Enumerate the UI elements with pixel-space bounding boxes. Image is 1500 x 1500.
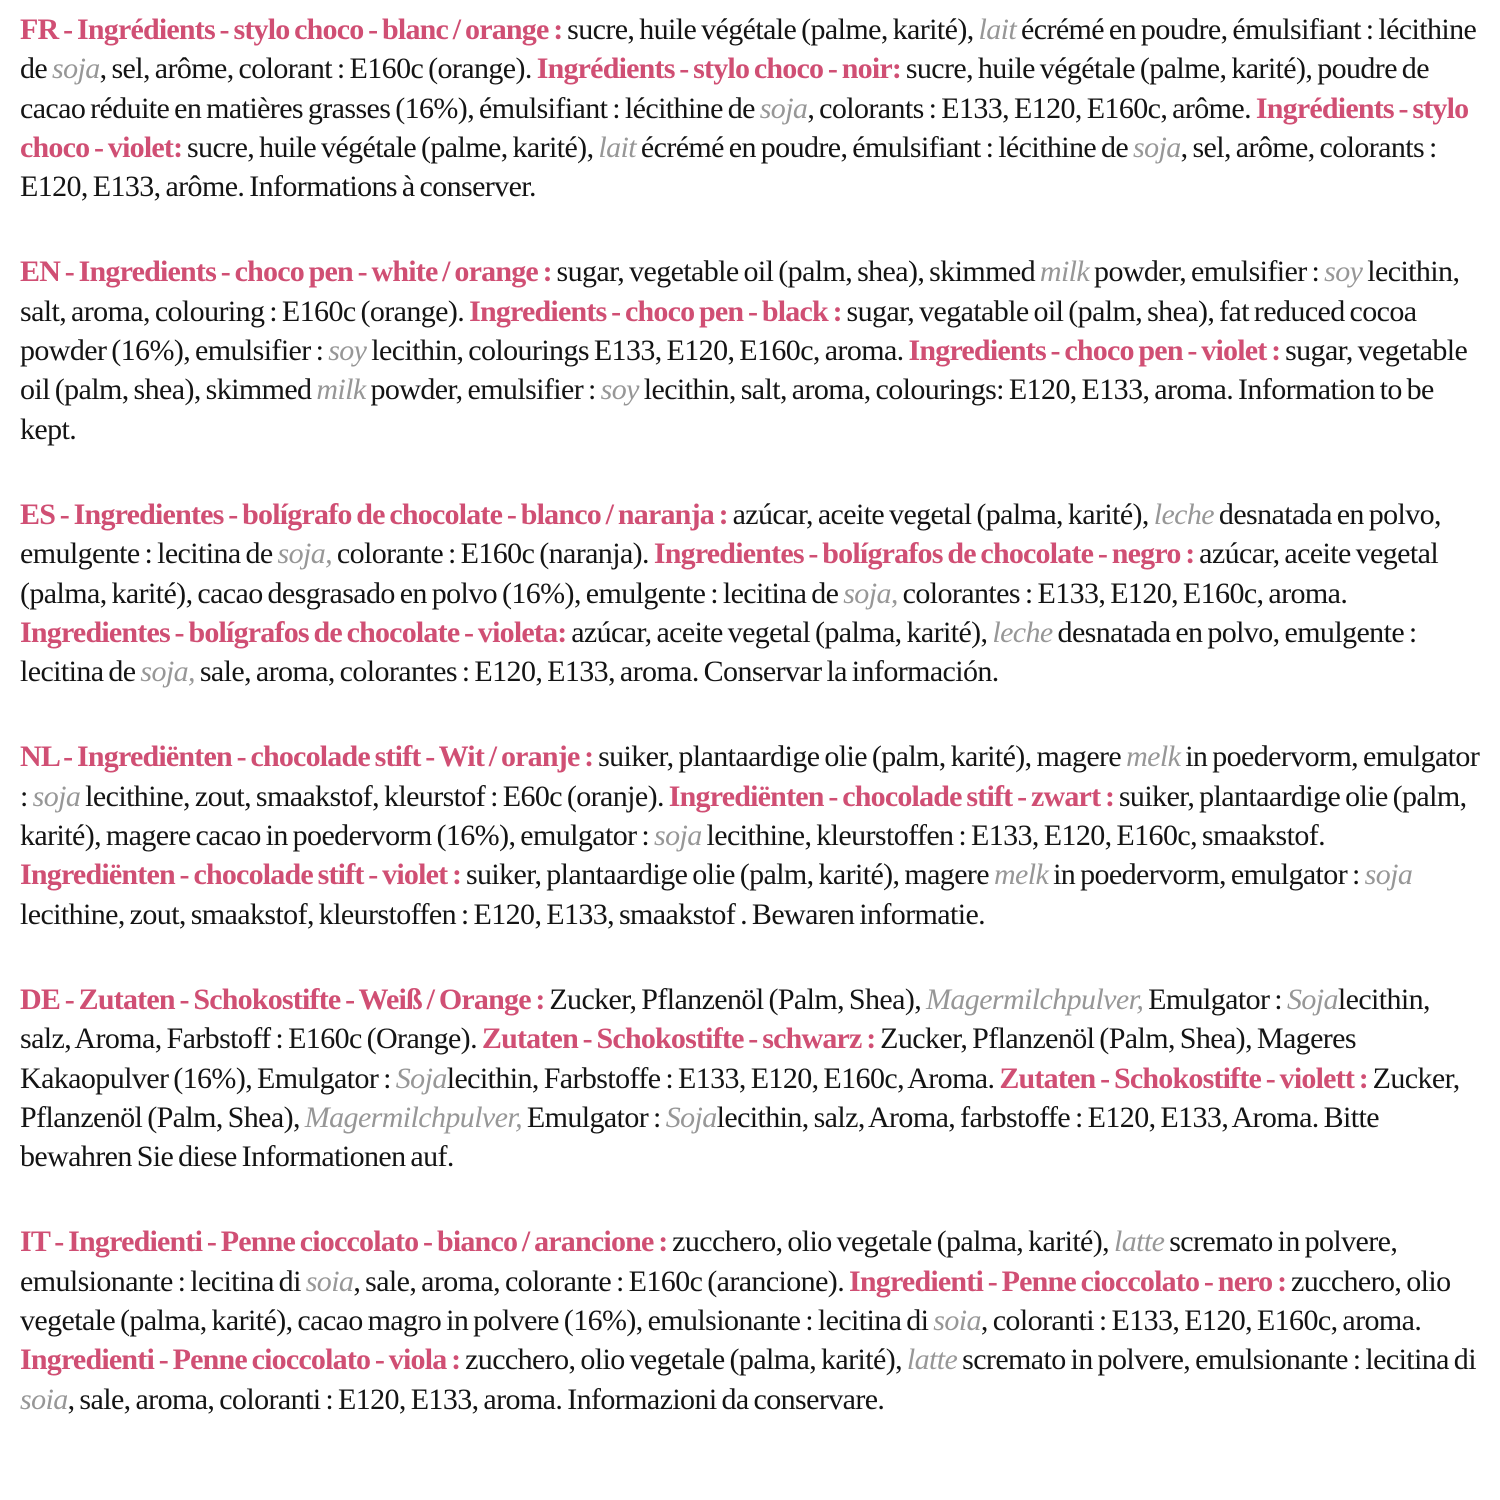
allergen-emphasis: soja, [277,537,333,571]
paragraph-es [20,495,1482,691]
ingredient-text: zucchero, olio vegetale (palma, karité), [465,1343,907,1377]
allergen-emphasis: melk [1126,740,1181,774]
ingredient-heading: Ingrediënten - chocolade stift - violet : [20,858,466,892]
ingredient-text: zucchero, olio vegetale (palma, karité), cacao magro in polvere (16%), emulsionante : lecitina di [20,1264,1451,1338]
allergen-emphasis: latte [1113,1225,1165,1259]
allergen-emphasis: soy [600,373,639,407]
ingredient-text: , coloranti : E133, E120, E160c, aroma. [980,1304,1422,1338]
ingredient-heading: Ingrediënten - chocolade stift - zwart : [668,779,1119,813]
ingredient-text: azúcar, aceite vegetal (palma, karité), [571,615,993,649]
ingredient-text: sucre, huile végétale (palme, karité), poudre de cacao réduite en matières grasses (16%), émulsifiant : lécithine de [20,52,1429,125]
ingredient-heading: DE - Zutaten - Schokostifte - Weiß / Orange : [20,982,550,1016]
allergen-emphasis: soy [1324,255,1363,289]
allergen-emphasis: melk [993,858,1049,892]
ingredient-heading: Zutaten - Schokostifte - violett : [999,1061,1373,1095]
ingredient-text: lecithine, zout, smaakstof, kleurstof : E60c (oranje). [80,779,669,813]
ingredient-heading: Ingredientes - bolígrafos de chocolate - negro : [653,537,1200,571]
ingredient-text: lecithin, Farbstoffe : E133, E120, E160c, Aroma. [446,1061,1000,1095]
ingredient-text: azúcar, aceite vegetal (palma, karité), cacao desgrasado en polvo (16%), emulgente : lecitina de [20,537,1439,610]
paragraph-fr [20,10,1482,206]
ingredient-text: suiker, plantaardige olie (palm, karité), magere [598,740,1127,774]
ingredient-text: powder, emulsifier : [365,373,601,407]
allergen-emphasis: soja [32,779,81,813]
ingredient-heading: Ingredienti - Penne cioccolato - nero : [849,1264,1291,1298]
allergen-emphasis: milk [316,373,366,407]
ingredient-text: lecithin, colourings E133, E120, E160c, aroma. [366,334,909,368]
allergen-emphasis: leche [992,615,1053,649]
allergen-emphasis: milk [1039,255,1090,289]
paragraph-it [20,1222,1482,1418]
paragraph-en [20,252,1482,448]
ingredient-text: in poedervorm, emulgator : [20,740,1480,813]
ingredient-text: colorante : E160c (naranja). [332,537,654,571]
paragraph-nl [20,737,1482,933]
ingredient-text: suiker, plantaardige olie (palm, karité), magere cacao in poedervorm (16%), emulgator : [20,779,1467,853]
ingredient-text: colorantes : E133, E120, E160c, aroma. [897,576,1348,610]
allergen-emphasis: Soja [665,1100,717,1134]
ingredient-text: Zucker, Pflanzenöl (Palm, Shea), [549,982,927,1016]
ingredient-text: suiker, plantaardige olie (palm, karité), magere [465,858,994,892]
ingredient-heading: Ingredientes - bolígrafos de chocolate - violeta: [20,615,572,649]
ingredient-text: lecithin, salt, aroma, colouring : E160c (orange). [20,255,1460,328]
ingredient-text: , sale, aroma, coloranti : E120, E133, aroma. Informazioni da conservare. [67,1382,885,1416]
allergen-emphasis: soia [933,1304,981,1338]
allergen-emphasis: soja [1364,858,1413,892]
ingredient-heading: FR - Ingrédients - stylo choco - blanc / orange : [20,13,568,46]
allergen-emphasis: soja, [843,576,898,610]
ingredient-text: zucchero, olio vegetale (palma, karité), [672,1225,1114,1259]
allergen-emphasis: soja [1133,130,1181,164]
ingredient-text: lecithin, salt, aroma, colourings: E120, E133, aroma. Information to be kept. [20,373,1434,446]
allergen-emphasis: Soja [395,1061,447,1095]
allergen-emphasis: Magermilchpulver, [304,1100,523,1134]
allergen-emphasis: Soja [1286,982,1338,1016]
ingredient-text: sugar, vegatable oil (palm, shea), fat reduced cocoa powder (16%), emulsifier : [20,294,1417,368]
ingredient-text: sugar, vegetable oil (palm, shea), skimmed [556,255,1040,289]
ingredient-text: lecithine, kleurstoffen : E133, E120, E160c, smaakstof. [701,819,1326,853]
ingredient-text: in poedervorm, emulgator : [1048,858,1365,892]
ingredient-heading: NL - Ingrediënten - chocolade stift - Wit / oranje : [20,740,599,774]
paragraph-de [20,980,1482,1176]
ingredient-text: desnatada en polvo, emulgente : lecitina de [20,497,1441,571]
ingredient-text: powder, emulsifier : [1089,255,1325,289]
allergen-emphasis: soia [20,1382,68,1416]
ingredient-heading: Ingrédients - stylo choco - violet: [20,91,1469,164]
ingredient-text: , sel, arôme, colorant : E160c (orange). [99,52,537,86]
ingredient-text: scremato in polvere, emulsionante : lecitina di [20,1225,1398,1298]
ingredient-heading: Ingredients - choco pen - violet : [908,334,1286,368]
ingredient-text: azúcar, aceite vegetal (palma, karité), [732,497,1154,531]
ingredient-heading: EN - Ingredients - choco pen - white / orange : [20,255,557,289]
ingredient-text: scremato in polvere, emulsionante : lecitina di [957,1343,1476,1377]
ingredient-text: sugar, vegetable oil (palm, shea), skimmed [20,334,1468,407]
ingredient-text: Zucker, Pflanzenöl (Palm, Shea), [20,1061,1460,1134]
ingredient-text: sale, aroma, colorantes : E120, E133, aroma. Conservar la información. [194,655,999,689]
allergen-emphasis: lait [978,13,1017,46]
allergen-emphasis: lait [598,130,636,164]
allergen-emphasis: leche [1153,497,1215,531]
allergen-emphasis: soia [305,1264,354,1298]
ingredient-heading: Ingrédients - stylo choco - noir: [536,52,906,86]
ingredient-heading: ES - Ingredientes - bolígrafo de chocolate - blanco / naranja : [20,497,733,531]
ingredient-text: écrémé en poudre, émulsifiant : lécithine de [20,13,1477,86]
allergen-emphasis: Magermilchpulver, [926,982,1144,1016]
ingredient-text: , sale, aroma, colorante : E160c (arancione). [353,1264,849,1298]
allergen-emphasis: soy [328,334,367,368]
ingredient-text: Emulgator : [1143,982,1287,1016]
ingredient-heading: Ingredienti - Penne cioccolato - viola : [20,1343,466,1377]
allergen-emphasis: soja [52,52,100,86]
ingredient-heading: IT - Ingredienti - Penne cioccolato - bianco / arancione : [20,1225,673,1259]
ingredient-text: lecithin, salz, Aroma, Farbstoff : E160c (Orange). [20,982,1430,1056]
ingredient-text: lecithine, zout, smaakstof, kleurstoffen : E120, E133, smaakstof . Bewaren informatie. [20,897,986,931]
ingredient-text: , colorants : E133, E120, E160c, arôme. [807,91,1256,125]
ingredient-heading: Zutaten - Schokostifte - schwarz : [481,1022,881,1056]
ingredient-text: sucre, huile végétale (palme, karité), [567,13,979,46]
ingredient-text: lecithin, salz, Aroma, farbstoffe : E120, E133, Aroma. Bitte bewahren Sie diese Informationen auf. [20,1100,1379,1174]
allergen-emphasis: soja, [140,655,195,689]
ingredient-text: Emulgator : [522,1100,666,1134]
allergen-emphasis: soja [759,91,808,125]
ingredient-text: , sel, arôme, colorants : E120, E133, arôme. Informations à conserver. [20,130,1437,204]
ingredient-heading: Ingredients - choco pen - black : [469,294,847,328]
ingredient-text: Zucker, Pflanzenöl (Palm, Shea), Mageres Kakaopulver (16%), Emulgator : [20,1022,1356,1095]
allergen-emphasis: latte [906,1343,958,1377]
ingredient-text: desnatada en polvo, emulgente : lecitina de [20,615,1417,689]
allergen-emphasis: soja [654,819,702,853]
ingredient-text: sucre, huile végétale (palme, karité), [186,130,599,164]
ingredient-text: écrémé en poudre, émulsifiant : lécithine de [635,130,1134,164]
